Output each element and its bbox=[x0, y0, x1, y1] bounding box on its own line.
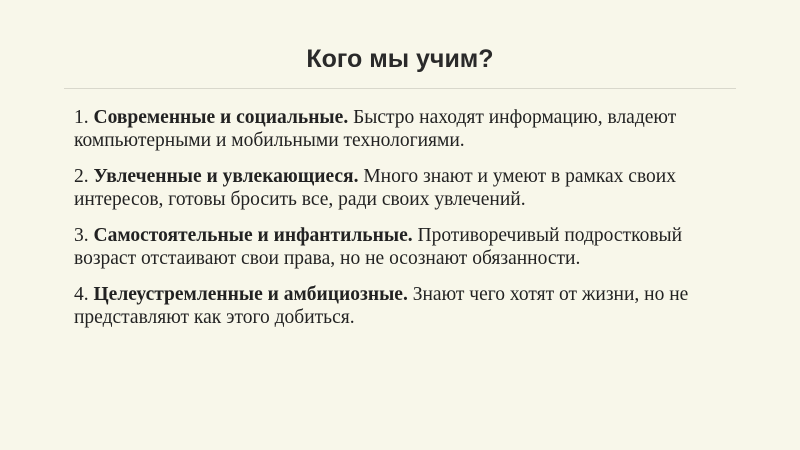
item-heading: Самостоятельные и инфантильные. bbox=[93, 225, 413, 246]
item-number: 2. bbox=[74, 166, 94, 187]
item-text: Противоречивый подростковый возраст отстаивают свои права, но не осознают обязанности. bbox=[74, 225, 683, 269]
list-item bbox=[74, 165, 734, 211]
item-text: Быстро находят информацию, владеют компьютерными и мобильными технологиями. bbox=[74, 107, 677, 151]
slide-title: Кого мы учим? bbox=[306, 45, 494, 73]
item-heading: Современные и социальные. bbox=[93, 107, 349, 128]
list-item bbox=[74, 283, 734, 329]
item-number: 1. bbox=[74, 107, 94, 128]
list-item bbox=[74, 106, 734, 152]
item-text: Много знают и умеют в рамках своих интересов, готовы бросить все, ради своих увлечений. bbox=[74, 166, 676, 210]
item-list bbox=[74, 106, 734, 342]
title-divider bbox=[64, 88, 736, 89]
item-number: 3. bbox=[74, 225, 94, 246]
item-text: Знают чего хотят от жизни, но не представляют как этого добиться. bbox=[74, 284, 689, 328]
item-number: 4. bbox=[74, 284, 94, 305]
item-heading: Увлеченные и увлекающиеся. bbox=[93, 166, 359, 187]
item-heading: Целеустремленные и амбициозные. bbox=[93, 284, 408, 305]
list-item bbox=[74, 224, 734, 270]
